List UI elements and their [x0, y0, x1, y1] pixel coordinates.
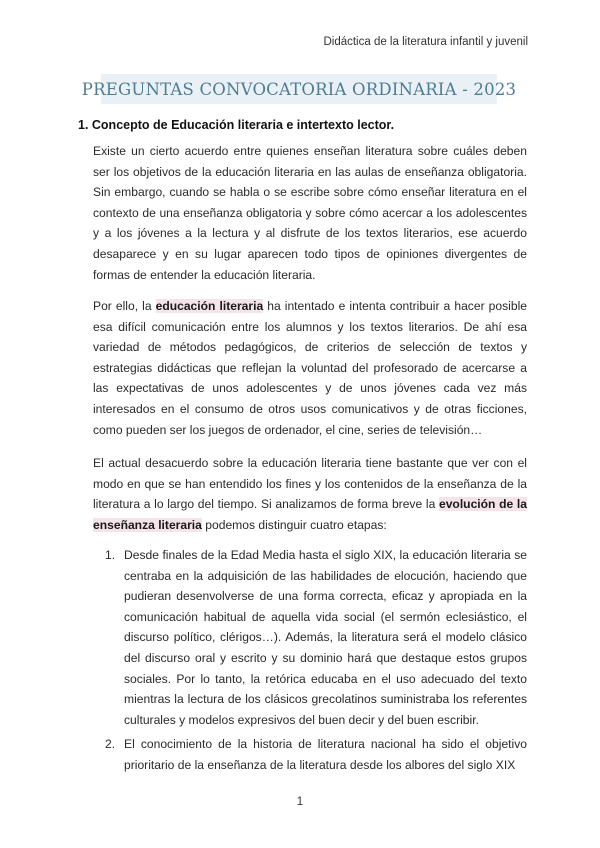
paragraph-3-text-b: podemos distinguir cuatro etapas: [201, 517, 387, 532]
highlight-educacion-literaria: educación literaria [155, 299, 264, 313]
highlight-evolucion-ensenanza: evolución de la enseñanza literaria [93, 497, 527, 532]
section-heading: 1. Concepto de Educación literaria e intertexto lector. [78, 118, 395, 132]
paragraph-3-text-a: El actual desacuerdo sobre la educación literaria tiene bastante que ver con el modo en que se han entendido los fines y los contenidos de la enseñanza de la literatura a lo largo del tiempo. Si analizamos de forma breve la [93, 456, 527, 512]
list-item-number: 2. [105, 737, 116, 751]
paragraph-1: Existe un cierto acuerdo entre quienes enseñan literatura sobre cuáles deben ser los objetivos de la educación literaria en las aulas de enseñanza obligatoria. Sin embargo, cuando se habla o se escribe sobre cómo enseñar literatura en el contexto de una enseñanza obligatoria y sobre cómo acercar a los adolescentes y a los jóvenes a la lectura y al disfrute de los textos literarios, ese acuerdo desaparece y en su lugar aparecen todo tipos de opiniones divergentes de formas de entender la educación literaria. [93, 144, 527, 282]
title-banner [81, 74, 517, 104]
list-item-text: El conocimiento de la historia de literatura nacional ha sido el objetivo prioritario de la enseñanza de la literatura desde los albores del siglo XIX [124, 737, 527, 772]
list-item-text: Desde finales de la Edad Media hasta el siglo XIX, la educación literaria se centraba en la adquisición de las habilidades de elocución, haciendo que pudieran desenvolverse de una forma correcta, eficaz y apropiada en la comunicación habitual de aquella vida social (el sermón eclesiástico, el discurso político, clérigos…). Además, la literatura será el modelo clásico del discurso oral y escrito y su dominio hará que destaque estos grupos sociales. Por lo tanto, la retórica educaba en el uso adecuado del texto mientras la lectura de los clásicos grecolatinos suministraba los referentes culturales y modelos expresivos del buen decir y del buen escribir. [124, 548, 527, 727]
list-item-number: 1. [105, 548, 116, 562]
paragraph-2-text-a: Por ello, la [93, 299, 156, 313]
paragraph-3 [93, 453, 527, 535]
paragraph-2 [93, 296, 527, 440]
document-title: PREGUNTAS CONVOCATORIA ORDINARIA - 2023 [81, 79, 517, 99]
page-number: 1 [296, 796, 304, 808]
running-header: Didáctica de la literatura infantil y juvenil [323, 36, 528, 48]
paragraph-2-text-b: ha intentado e intenta contribuir a hacer posible esa difícil comunicación entre los alumnos y los textos literarios. De ahí esa variedad de métodos pedagógicos, de criterios de selección de textos y estrategias didácticas que reflejan la voluntad del profesorado de acercarse a las expectativas de unos adolescentes y de unos jóvenes cada vez más interesados en el consumo de otros usos comunicativos y de otras ficciones, como pueden ser los juegos de ordenador, el cine, series de televisión… [93, 299, 527, 437]
